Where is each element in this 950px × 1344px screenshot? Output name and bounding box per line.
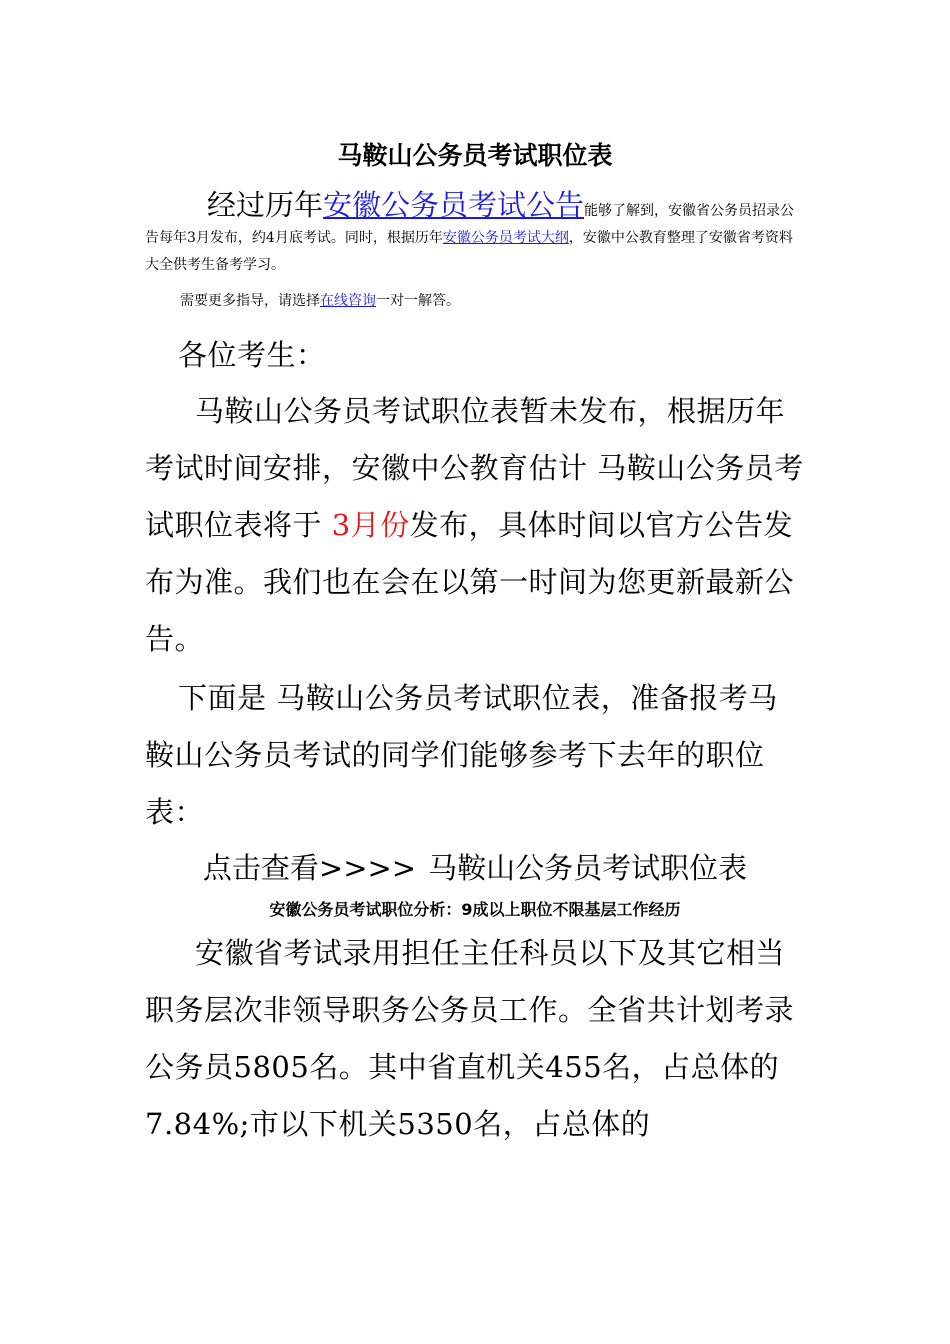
para1-before: 马鞍山公务员考试职位表暂未发布，根据历年考试时间安排，安徽中公教育估计 马鞍山公务员考试职位表将于 [145, 394, 804, 542]
paragraph-release-notice [145, 383, 805, 668]
paragraph-recruitment-stats: 安徽省考试录用担任主任科员以下及其它相当职务层次非领导职务公务员工作。全省共计划考录公务员5805名。其中省直机关455名，占总体的7.84%;市以下机关5350名，占总体的 [145, 936, 795, 1141]
para1-after: 发布，具体时间以官方公告发布为准。我们也在会在以第一时间为您更新最新公告。 [145, 508, 795, 656]
exam-announcement-link[interactable]: 安徽公务员考试公告 [323, 188, 585, 222]
intro-lead: 经过历年 [207, 188, 324, 222]
page-title: 马鞍山公务员考试职位表 [337, 141, 613, 170]
position-analysis-heading: 安徽公务员考试职位分析：9成以上职位不限基层工作经历 [269, 900, 681, 919]
intro-text-2: ，安徽中公教育整理了安徽省考资料大全供考生备考学习。 [145, 230, 793, 273]
intro-text-1: 能够了解到，安徽省公务员招录公告每年3月发布，约4月底考试。同时，根据历年 [145, 203, 795, 246]
intro-paragraph [145, 185, 805, 279]
click-view-target[interactable]: 马鞍山公务员考试职位表 [428, 851, 748, 885]
guide-before: 需要更多指导，请选择 [180, 293, 320, 309]
exam-syllabus-link[interactable]: 安徽公务员考试大纲 [442, 230, 569, 246]
guide-line [180, 288, 820, 314]
click-view-label[interactable]: 点击查看>>>> [202, 851, 417, 885]
guide-after: 一对一解答。 [376, 293, 460, 309]
release-month-highlight: 3月份 [331, 508, 410, 542]
paragraph-reference: 下面是 马鞍山公务员考试职位表，准备报考马鞍山公务员考试的同学们能够参考下去年的职位表： [145, 681, 778, 829]
salutation: 各位考生： [178, 338, 326, 372]
click-view-line[interactable] [0, 843, 950, 893]
online-consult-link[interactable]: 在线咨询 [320, 293, 376, 309]
